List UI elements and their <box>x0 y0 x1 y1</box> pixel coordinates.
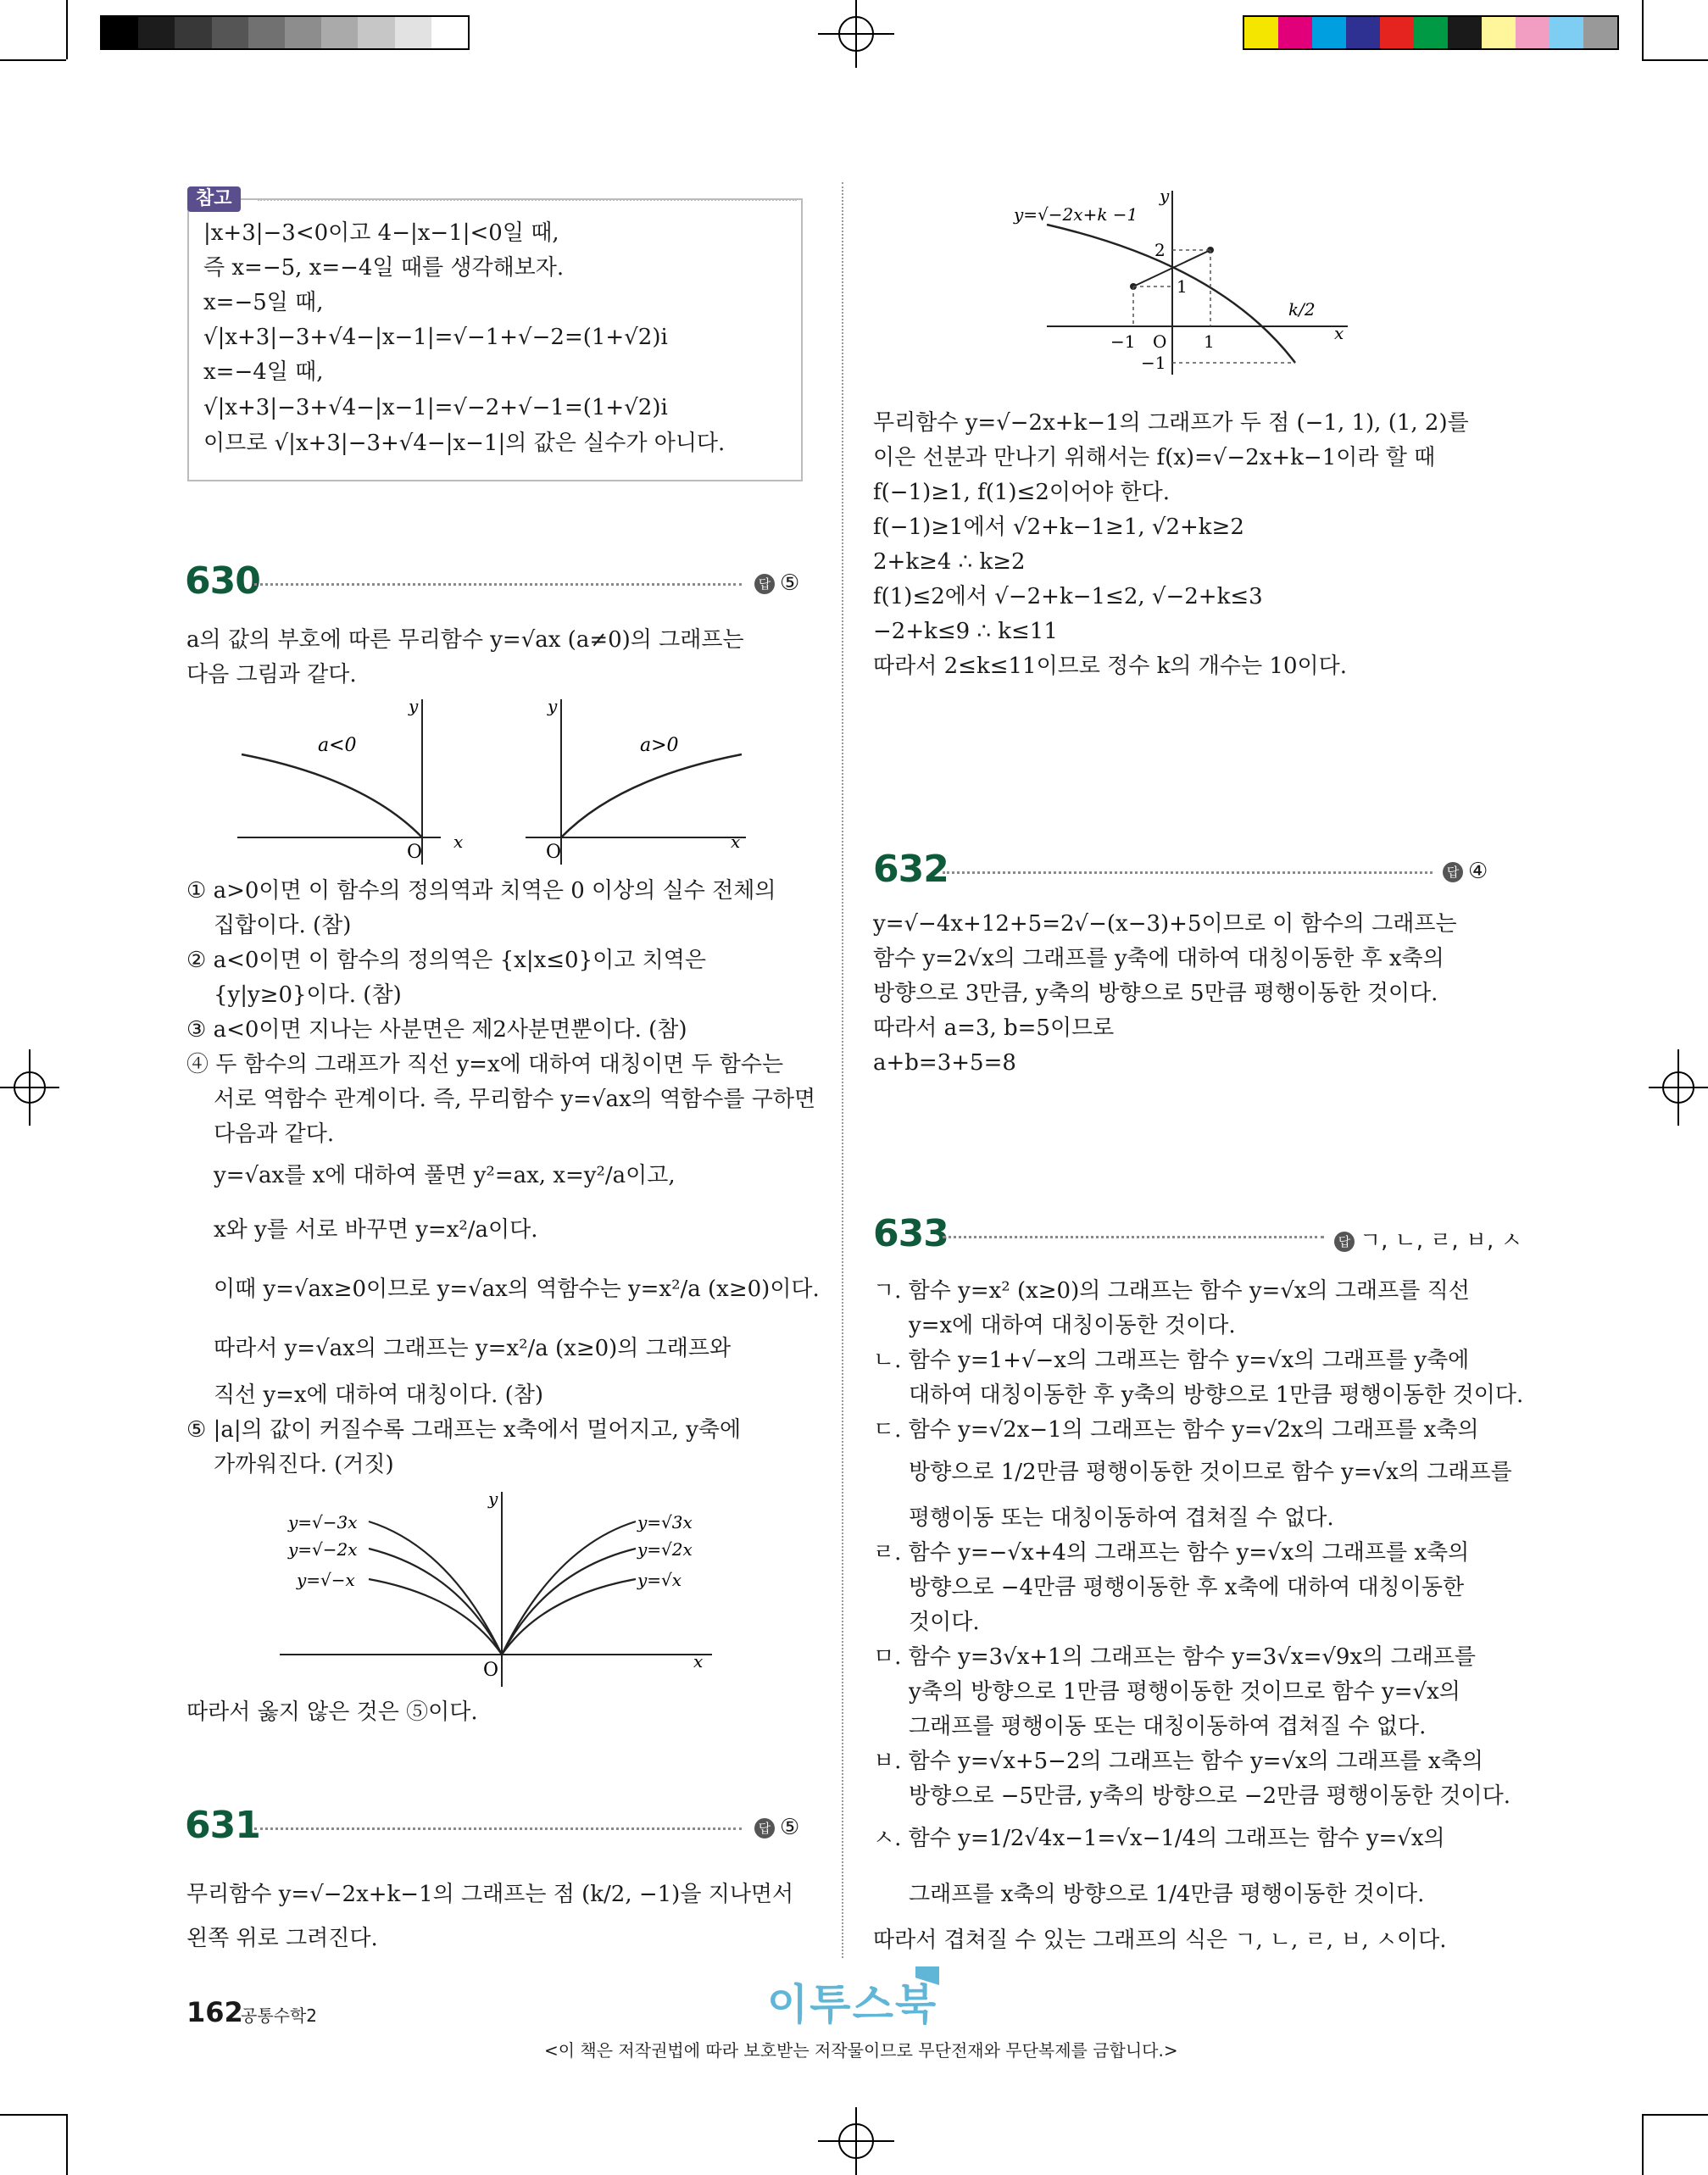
curve-label: y=√−3x <box>288 1512 358 1533</box>
curve-label: y=√x <box>637 1570 682 1590</box>
solution-line: ㅅ. 함수 y=1/2√4x−1=√x−1/4의 그래프는 함수 y=√x의 <box>873 1826 1445 1851</box>
crop-mark <box>0 59 66 61</box>
column-divider <box>842 182 843 1958</box>
axis-y-label: y <box>548 696 558 716</box>
registration-mark-top <box>818 0 894 68</box>
problem-631-solution <box>873 410 1551 690</box>
item-line: ① a>0이면 이 함수의 정의역과 치역은 0 이상의 실수 전체의 <box>186 878 776 904</box>
axis-y-label: y <box>1160 186 1170 206</box>
item-line: ③ a<0이면 지나는 사분면은 제2사분면뿐이다. (참) <box>186 1017 687 1043</box>
solution-line: ㄷ. 함수 y=√2x−1의 그래프는 함수 y=√2x의 그래프를 x축의 <box>873 1417 1479 1443</box>
problem-number: 632 <box>873 848 949 891</box>
note-line: x=−4일 때, <box>203 359 324 385</box>
gray-swatch <box>102 17 138 48</box>
problem-number: 633 <box>873 1212 949 1255</box>
registration-mark-right <box>1649 1049 1708 1126</box>
item-line: 가까워진다. (거짓) <box>214 1452 394 1477</box>
item-line: 집합이다. (참) <box>214 913 352 938</box>
crop-mark <box>66 0 68 59</box>
solution-line: 2+k≥4 ∴ k≥2 <box>873 549 1026 575</box>
problem-630-conclusion <box>186 1699 814 1733</box>
brand-logo: 이투스북 <box>767 1980 938 2029</box>
solution-line: 따라서 겹쳐질 수 있는 그래프의 식은 ㄱ, ㄴ, ㄹ, ㅂ, ㅅ이다. <box>873 1927 1447 1953</box>
answer-value: ⑤ <box>780 1815 800 1840</box>
solution-line: 이은 선분과 만나기 위해서는 f(x)=√−2x+k−1이라 할 때 <box>873 445 1436 470</box>
note-line: 즉 x=−5, x=−4일 때를 생각해보자. <box>203 255 565 281</box>
note-tag-leader <box>258 199 797 201</box>
registration-mark-left <box>0 1049 59 1126</box>
answer-badge: 답 <box>1334 1232 1355 1252</box>
item-line: 이때 y=√ax≥0이므로 y=√ax의 역함수는 y=x²/a (x≥0)이다. <box>214 1277 820 1302</box>
dotted-leader <box>943 871 1433 874</box>
tick-label: O <box>1153 331 1167 352</box>
axis-y-label: y <box>488 1488 498 1509</box>
solution-line: 것이다. <box>909 1610 980 1635</box>
note-line: x=−5일 때, <box>203 290 324 315</box>
item-line: 따라서 y=√ax의 그래프는 y=x²/a (x≥0)의 그래프와 <box>214 1336 732 1361</box>
curve-label: y=√3x <box>637 1512 693 1533</box>
solution-line: 방향으로 −5만큼, y축의 방향으로 −2만큼 평행이동한 것이다. <box>909 1783 1511 1809</box>
gray-swatch <box>321 17 358 48</box>
problem-630-items <box>186 878 831 1488</box>
note-line: |x+3|−3<0이고 4−|x−1|<0일 때, <box>203 220 559 246</box>
solution-line: 따라서 2≤k≤11이므로 정수 k의 개수는 10이다. <box>873 654 1348 679</box>
tick-label: 1 <box>1177 276 1188 297</box>
solution-line: ㅂ. 함수 y=√x+5−2의 그래프는 함수 y=√x의 그래프를 x축의 <box>873 1749 1483 1774</box>
tick-label: 1 <box>1204 331 1215 352</box>
text-line: 무리함수 y=√−2x+k−1의 그래프는 점 (k/2, −1)을 지나면서 <box>186 1882 794 1907</box>
gray-calibration-bar <box>100 15 470 50</box>
tick-label: 2 <box>1154 240 1166 260</box>
origin-label: O <box>407 842 423 863</box>
item-line: x와 y를 서로 바꾸면 y=x²/a이다. <box>214 1217 538 1243</box>
graph-label: y=√−2x+k −1 <box>1014 204 1138 225</box>
answer-badge: 답 <box>754 574 775 594</box>
color-swatch <box>1482 17 1516 48</box>
answer-label <box>1443 859 1488 884</box>
registration-mark-bottom <box>818 2107 894 2175</box>
solution-line: −2+k≤9 ∴ k≤11 <box>873 619 1058 644</box>
problem-number: 630 <box>185 559 260 603</box>
tick-label: −1 <box>1110 331 1136 352</box>
item-line: ② a<0이면 이 함수의 정의역은 {x|x≤0}이고 치역은 <box>186 948 706 973</box>
answer-label <box>1334 1223 1522 1254</box>
dotted-leader <box>943 1236 1324 1238</box>
color-calibration-bar <box>1243 15 1619 50</box>
gray-swatch <box>431 17 468 48</box>
note-body <box>203 220 797 475</box>
copyright-notice: <이 책은 저작권법에 따라 보호받는 저작물이므로 무단전재와 무단복제를 금합니다.> <box>544 2040 1178 2061</box>
axis-x-label: x <box>1334 323 1344 343</box>
color-swatch <box>1278 17 1312 48</box>
solution-line: 방향으로 −4만큼 평행이동한 후 x축에 대하여 대칭이동한 <box>909 1575 1465 1600</box>
answer-badge: 답 <box>1443 862 1463 882</box>
crop-mark <box>1642 2114 1644 2175</box>
solution-line: a+b=3+5=8 <box>873 1050 1016 1076</box>
page-number: 162 <box>186 1996 243 2028</box>
color-swatch <box>1549 17 1583 48</box>
item-line: y=√ax를 x에 대하여 풀면 y²=ax, x=y²/a이고, <box>214 1163 676 1188</box>
color-swatch <box>1346 17 1380 48</box>
note-tag: 참고 <box>187 186 241 212</box>
solution-line: ㅁ. 함수 y=3√x+1의 그래프는 함수 y=3√x=√9x의 그래프를 <box>873 1644 1476 1670</box>
solution-line: 방향으로 1/2만큼 평행이동한 것이므로 함수 y=√x의 그래프를 <box>909 1460 1512 1485</box>
item-line: 직선 y=x에 대하여 대칭이다. (참) <box>214 1382 544 1408</box>
axis-x-label: x <box>693 1651 704 1672</box>
crop-mark <box>1642 2114 1708 2116</box>
solution-line: y=x에 대하여 대칭이동한 것이다. <box>909 1313 1236 1338</box>
color-swatch <box>1516 17 1549 48</box>
solution-line: 따라서 a=3, b=5이므로 <box>873 1015 1115 1041</box>
color-swatch <box>1414 17 1448 48</box>
note-line: √|x+3|−3+√4−|x−1|=√−2+√−1=(1+√2)i <box>203 395 668 420</box>
intro-line: 다음 그림과 같다. <box>186 662 357 687</box>
color-swatch <box>1583 17 1617 48</box>
tick-label: −1 <box>1141 353 1166 373</box>
graph-label: a<0 <box>318 735 357 756</box>
solution-line: 그래프를 평행이동 또는 대칭이동하여 겹쳐질 수 없다. <box>909 1714 1427 1739</box>
solution-line: 무리함수 y=√−2x+k−1의 그래프가 두 점 (−1, 1), (1, 2)를 <box>873 410 1469 436</box>
solution-line: 그래프를 x축의 방향으로 1/4만큼 평행이동한 것이다. <box>909 1882 1425 1907</box>
answer-label <box>754 1815 799 1840</box>
answer-value: ④ <box>1468 859 1488 884</box>
solution-line: y축의 방향으로 1만큼 평행이동한 것이므로 함수 y=√x의 <box>909 1679 1460 1705</box>
book-title: 공통수학2 <box>241 2005 318 2026</box>
note-line: 이므로 √|x+3|−3+√4−|x−1|의 값은 실수가 아니다. <box>203 431 726 456</box>
crop-mark <box>1642 59 1708 61</box>
graph-sign-of-a <box>237 695 763 865</box>
answer-badge: 답 <box>754 1818 775 1838</box>
item-line: ⑤ |a|의 값이 커질수록 그래프는 x축에서 멀어지고, y축에 <box>186 1417 742 1443</box>
crop-mark <box>1642 0 1644 59</box>
item-line: 서로 역함수 관계이다. 즉, 무리함수 y=√ax의 역함수를 구하면 <box>214 1087 816 1112</box>
intro-line: a의 값의 부호에 따른 무리함수 y=√ax (a≠0)의 그래프는 <box>186 627 744 653</box>
tick-label: k/2 <box>1288 299 1316 320</box>
curve-label: y=√−2x <box>288 1539 358 1560</box>
gray-swatch <box>285 17 321 48</box>
problem-630-intro <box>186 627 814 695</box>
problem-number: 631 <box>185 1804 260 1847</box>
solution-line: 대하여 대칭이동한 후 y축의 방향으로 1만큼 평행이동한 것이다. <box>909 1382 1524 1408</box>
dotted-leader <box>254 1827 742 1830</box>
gray-swatch <box>358 17 394 48</box>
axis-x-label: x <box>731 832 741 852</box>
text-line: 왼쪽 위로 그려진다. <box>186 1926 378 1951</box>
curve-label: y=√−x <box>297 1570 355 1590</box>
color-swatch <box>1244 17 1278 48</box>
conclusion-line: 따라서 옳지 않은 것은 ⑤이다. <box>186 1699 478 1725</box>
solution-line: f(−1)≥1, f(1)≤2이어야 한다. <box>873 480 1170 505</box>
gray-swatch <box>138 17 175 48</box>
solution-line: 함수 y=2√x의 그래프를 y축에 대하여 대칭이동한 후 x축의 <box>873 946 1444 971</box>
gray-swatch <box>212 17 248 48</box>
problem-631-text <box>186 1882 831 1966</box>
problem-632-solution <box>873 911 1551 1089</box>
solution-line: ㄴ. 함수 y=1+√−x의 그래프는 함수 y=√x의 그래프를 y축에 <box>873 1348 1470 1373</box>
origin-label: O <box>483 1660 499 1681</box>
solution-line: f(−1)≥1에서 √2+k−1≥1, √2+k≥2 <box>873 515 1244 540</box>
dotted-leader <box>254 583 742 586</box>
solution-line: 평행이동 또는 대칭이동하여 겹쳐질 수 없다. <box>909 1505 1334 1531</box>
answer-value: ㄱ, ㄴ, ㄹ, ㅂ, ㅅ <box>1360 1228 1522 1254</box>
gray-swatch <box>395 17 431 48</box>
solution-line: ㄱ. 함수 y=x² (x≥0)의 그래프는 함수 y=√x의 그래프를 직선 <box>873 1278 1470 1304</box>
item-line: 다음과 같다. <box>214 1121 335 1147</box>
axis-y-label: y <box>409 696 419 716</box>
item-line: ④ 두 함수의 그래프가 직선 y=x에 대하여 대칭이면 두 함수는 <box>186 1052 784 1077</box>
graph-label: a>0 <box>640 735 679 756</box>
graph-sqrt-family <box>280 1488 720 1691</box>
origin-label: O <box>546 842 562 863</box>
color-swatch <box>1448 17 1482 48</box>
gray-swatch <box>248 17 285 48</box>
solution-line: ㄹ. 함수 y=−√x+4의 그래프는 함수 y=√x의 그래프를 x축의 <box>873 1540 1470 1566</box>
crop-mark <box>0 2114 66 2116</box>
solution-line: 방향으로 3만큼, y축의 방향으로 5만큼 평행이동한 것이다. <box>873 981 1438 1006</box>
answer-label <box>754 570 799 596</box>
solution-line: y=√−4x+12+5=2√−(x−3)+5이므로 이 함수의 그래프는 <box>873 911 1457 937</box>
answer-value: ⑤ <box>780 570 800 596</box>
gray-swatch <box>175 17 211 48</box>
color-swatch <box>1312 17 1346 48</box>
problem-633-solution <box>873 1278 1568 1973</box>
note-line: √|x+3|−3+√4−|x−1|=√−1+√−2=(1+√2)i <box>203 325 668 350</box>
solution-line: f(1)≤2에서 √−2+k−1≤2, √−2+k≤3 <box>873 584 1263 609</box>
axis-x-label: x <box>453 832 464 852</box>
item-line: {y|y≥0}이다. (참) <box>214 982 402 1008</box>
graph-631 <box>1009 186 1365 377</box>
color-swatch <box>1380 17 1414 48</box>
curve-label: y=√2x <box>637 1539 693 1560</box>
crop-mark <box>66 2114 68 2175</box>
